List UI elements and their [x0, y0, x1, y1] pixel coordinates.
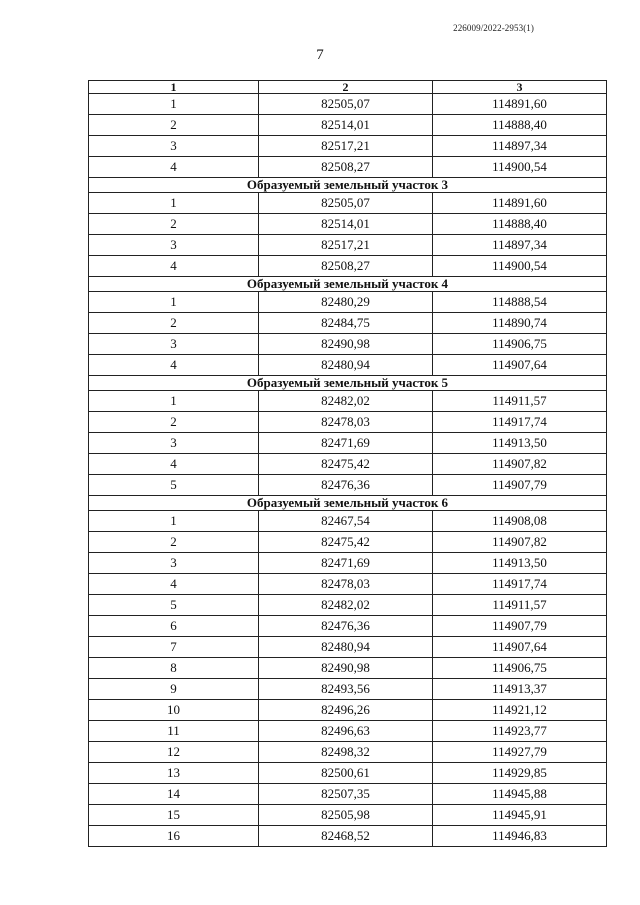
- cell-point-number: 1: [89, 94, 259, 115]
- table-row: [89, 826, 607, 847]
- cell-x-coordinate: 82480,94: [259, 637, 433, 658]
- table-row: [89, 721, 607, 742]
- cell-point-number: 2: [89, 313, 259, 334]
- section-title: Образуемый земельный участок 6: [89, 496, 607, 511]
- cell-x-coordinate: 82467,54: [259, 511, 433, 532]
- table-row: [89, 214, 607, 235]
- cell-x-coordinate: 82505,98: [259, 805, 433, 826]
- section-header-row: [89, 277, 607, 292]
- cell-point-number: 2: [89, 532, 259, 553]
- cell-y-coordinate: 114929,85: [433, 763, 607, 784]
- table-row: [89, 511, 607, 532]
- table-row: [89, 235, 607, 256]
- cell-y-coordinate: 114888,40: [433, 214, 607, 235]
- cell-point-number: 16: [89, 826, 259, 847]
- table-row: [89, 658, 607, 679]
- cell-y-coordinate: 114945,88: [433, 784, 607, 805]
- cell-point-number: 15: [89, 805, 259, 826]
- table-row: [89, 553, 607, 574]
- cell-x-coordinate: 82500,61: [259, 763, 433, 784]
- table-row: [89, 157, 607, 178]
- column-header-y: 3: [433, 81, 607, 94]
- cell-point-number: 3: [89, 433, 259, 454]
- cell-point-number: 6: [89, 616, 259, 637]
- table-row: [89, 433, 607, 454]
- cell-y-coordinate: 114907,79: [433, 475, 607, 496]
- cell-x-coordinate: 82482,02: [259, 391, 433, 412]
- cell-y-coordinate: 114897,34: [433, 235, 607, 256]
- cell-x-coordinate: 82517,21: [259, 235, 433, 256]
- cell-y-coordinate: 114890,74: [433, 313, 607, 334]
- cell-x-coordinate: 82508,27: [259, 157, 433, 178]
- cell-x-coordinate: 82480,94: [259, 355, 433, 376]
- cell-x-coordinate: 82471,69: [259, 553, 433, 574]
- cell-x-coordinate: 82484,75: [259, 313, 433, 334]
- cell-x-coordinate: 82514,01: [259, 214, 433, 235]
- cell-point-number: 10: [89, 700, 259, 721]
- table-row: [89, 136, 607, 157]
- cell-point-number: 3: [89, 553, 259, 574]
- cell-x-coordinate: 82498,32: [259, 742, 433, 763]
- table-body: [89, 94, 607, 847]
- table-row: [89, 412, 607, 433]
- cell-x-coordinate: 82517,21: [259, 136, 433, 157]
- cell-point-number: 1: [89, 292, 259, 313]
- cell-y-coordinate: 114913,50: [433, 553, 607, 574]
- cell-y-coordinate: 114913,37: [433, 679, 607, 700]
- document-number: 226009/2022-2953(1): [453, 23, 534, 33]
- table-row: [89, 742, 607, 763]
- cell-point-number: 5: [89, 595, 259, 616]
- table-row: [89, 784, 607, 805]
- cell-x-coordinate: 82496,63: [259, 721, 433, 742]
- cell-point-number: 9: [89, 679, 259, 700]
- header-row: [89, 81, 607, 94]
- table-row: [89, 805, 607, 826]
- table-row: [89, 532, 607, 553]
- cell-point-number: 12: [89, 742, 259, 763]
- cell-y-coordinate: 114907,82: [433, 454, 607, 475]
- cell-x-coordinate: 82493,56: [259, 679, 433, 700]
- section-header-row: [89, 376, 607, 391]
- table-row: [89, 334, 607, 355]
- cell-point-number: 4: [89, 454, 259, 475]
- cell-x-coordinate: 82471,69: [259, 433, 433, 454]
- table-header: [89, 81, 607, 94]
- table-row: [89, 391, 607, 412]
- cell-point-number: 2: [89, 214, 259, 235]
- cell-y-coordinate: 114945,91: [433, 805, 607, 826]
- cell-x-coordinate: 82476,36: [259, 616, 433, 637]
- cell-x-coordinate: 82476,36: [259, 475, 433, 496]
- cell-y-coordinate: 114888,54: [433, 292, 607, 313]
- cell-point-number: 5: [89, 475, 259, 496]
- section-title: Образуемый земельный участок 5: [89, 376, 607, 391]
- table-row: [89, 616, 607, 637]
- cell-y-coordinate: 114946,83: [433, 826, 607, 847]
- cell-y-coordinate: 114907,82: [433, 532, 607, 553]
- cell-y-coordinate: 114900,54: [433, 256, 607, 277]
- cell-x-coordinate: 82490,98: [259, 334, 433, 355]
- table-row: [89, 94, 607, 115]
- cell-x-coordinate: 82507,35: [259, 784, 433, 805]
- cell-point-number: 4: [89, 256, 259, 277]
- cell-x-coordinate: 82490,98: [259, 658, 433, 679]
- table-row: [89, 454, 607, 475]
- cell-y-coordinate: 114906,75: [433, 334, 607, 355]
- table-row: [89, 313, 607, 334]
- column-header-x: 2: [259, 81, 433, 94]
- cell-y-coordinate: 114891,60: [433, 94, 607, 115]
- cell-x-coordinate: 82505,07: [259, 193, 433, 214]
- cell-point-number: 3: [89, 136, 259, 157]
- table-row: [89, 292, 607, 313]
- cell-y-coordinate: 114911,57: [433, 595, 607, 616]
- column-header-point-number: 1: [89, 81, 259, 94]
- table-row: [89, 637, 607, 658]
- cell-point-number: 4: [89, 574, 259, 595]
- table-row: [89, 355, 607, 376]
- table-row: [89, 475, 607, 496]
- cell-x-coordinate: 82508,27: [259, 256, 433, 277]
- cell-y-coordinate: 114917,74: [433, 574, 607, 595]
- section-header-row: [89, 178, 607, 193]
- cell-point-number: 4: [89, 355, 259, 376]
- cell-y-coordinate: 114927,79: [433, 742, 607, 763]
- cell-y-coordinate: 114891,60: [433, 193, 607, 214]
- table-row: [89, 574, 607, 595]
- cell-y-coordinate: 114917,74: [433, 412, 607, 433]
- cell-x-coordinate: 82480,29: [259, 292, 433, 313]
- cell-point-number: 7: [89, 637, 259, 658]
- cell-y-coordinate: 114923,77: [433, 721, 607, 742]
- cell-y-coordinate: 114888,40: [433, 115, 607, 136]
- cell-y-coordinate: 114911,57: [433, 391, 607, 412]
- table-row: [89, 193, 607, 214]
- table-row: [89, 256, 607, 277]
- cell-y-coordinate: 114907,64: [433, 637, 607, 658]
- cell-y-coordinate: 114908,08: [433, 511, 607, 532]
- cell-y-coordinate: 114907,79: [433, 616, 607, 637]
- cell-point-number: 13: [89, 763, 259, 784]
- cell-x-coordinate: 82505,07: [259, 94, 433, 115]
- cell-point-number: 4: [89, 157, 259, 178]
- section-header-row: [89, 496, 607, 511]
- cell-point-number: 11: [89, 721, 259, 742]
- cell-y-coordinate: 114906,75: [433, 658, 607, 679]
- cell-point-number: 3: [89, 334, 259, 355]
- cell-point-number: 1: [89, 391, 259, 412]
- cell-y-coordinate: 114921,12: [433, 700, 607, 721]
- cell-point-number: 3: [89, 235, 259, 256]
- cell-x-coordinate: 82482,02: [259, 595, 433, 616]
- cell-point-number: 1: [89, 511, 259, 532]
- cell-x-coordinate: 82475,42: [259, 532, 433, 553]
- cell-x-coordinate: 82475,42: [259, 454, 433, 475]
- cell-x-coordinate: 82514,01: [259, 115, 433, 136]
- cell-point-number: 1: [89, 193, 259, 214]
- cell-x-coordinate: 82496,26: [259, 700, 433, 721]
- cell-x-coordinate: 82478,03: [259, 412, 433, 433]
- cell-y-coordinate: 114913,50: [433, 433, 607, 454]
- table-row: [89, 679, 607, 700]
- cell-y-coordinate: 114907,64: [433, 355, 607, 376]
- cell-y-coordinate: 114897,34: [433, 136, 607, 157]
- section-title: Образуемый земельный участок 4: [89, 277, 607, 292]
- cell-point-number: 2: [89, 115, 259, 136]
- page-number: 7: [316, 47, 324, 63]
- cell-x-coordinate: 82468,52: [259, 826, 433, 847]
- table-row: [89, 115, 607, 136]
- section-title: Образуемый земельный участок 3: [89, 178, 607, 193]
- cell-point-number: 2: [89, 412, 259, 433]
- cell-y-coordinate: 114900,54: [433, 157, 607, 178]
- cell-x-coordinate: 82478,03: [259, 574, 433, 595]
- table-row: [89, 700, 607, 721]
- table-row: [89, 763, 607, 784]
- cell-point-number: 14: [89, 784, 259, 805]
- coordinates-table: [88, 80, 607, 847]
- cell-point-number: 8: [89, 658, 259, 679]
- table-row: [89, 595, 607, 616]
